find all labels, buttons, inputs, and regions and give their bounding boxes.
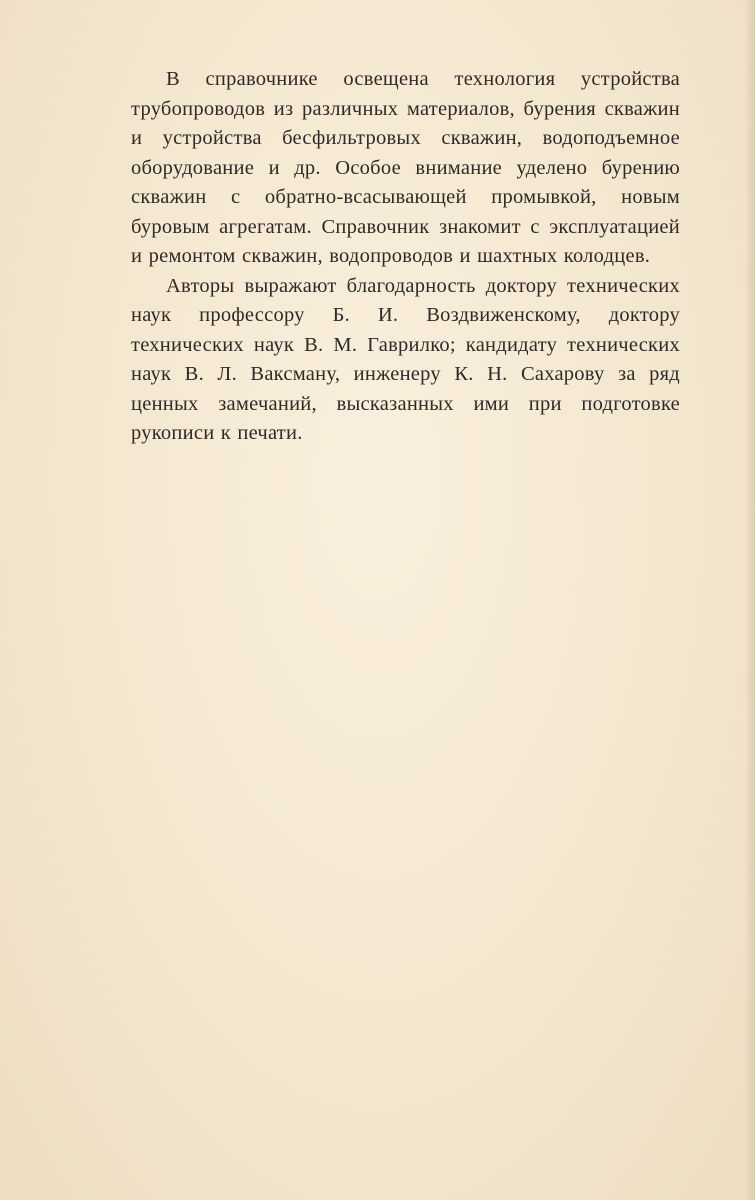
paragraph-acknowledgements: Авторы выражают благодарность доктору технических наук профессору Б. И. Воздвиженскому, доктору технических наук В. М. Гаврилко; кандидату технических наук В. Л. Ваксману, инженеру К. Н. Сахарову за ряд ценных замечаний, высказанных ими при подготовке рукописи к печати. [131,274,680,444]
page-edge-shadow [745,0,755,1200]
body-text [131,65,680,449]
paragraph-summary: В справочнике освещена технология устройства трубопроводов из различных материалов, бурения скважин и устройства бесфильтровых скважин, водоподъемное оборудование и др. Особое внимание уделено бурению скважин с обратно-всасывающей промывкой, новым буровым агрегатам. Справочник знакомит с эксплуатацией и ремонтом скважин, водопроводов и шахтных колодцев. [131,68,680,267]
